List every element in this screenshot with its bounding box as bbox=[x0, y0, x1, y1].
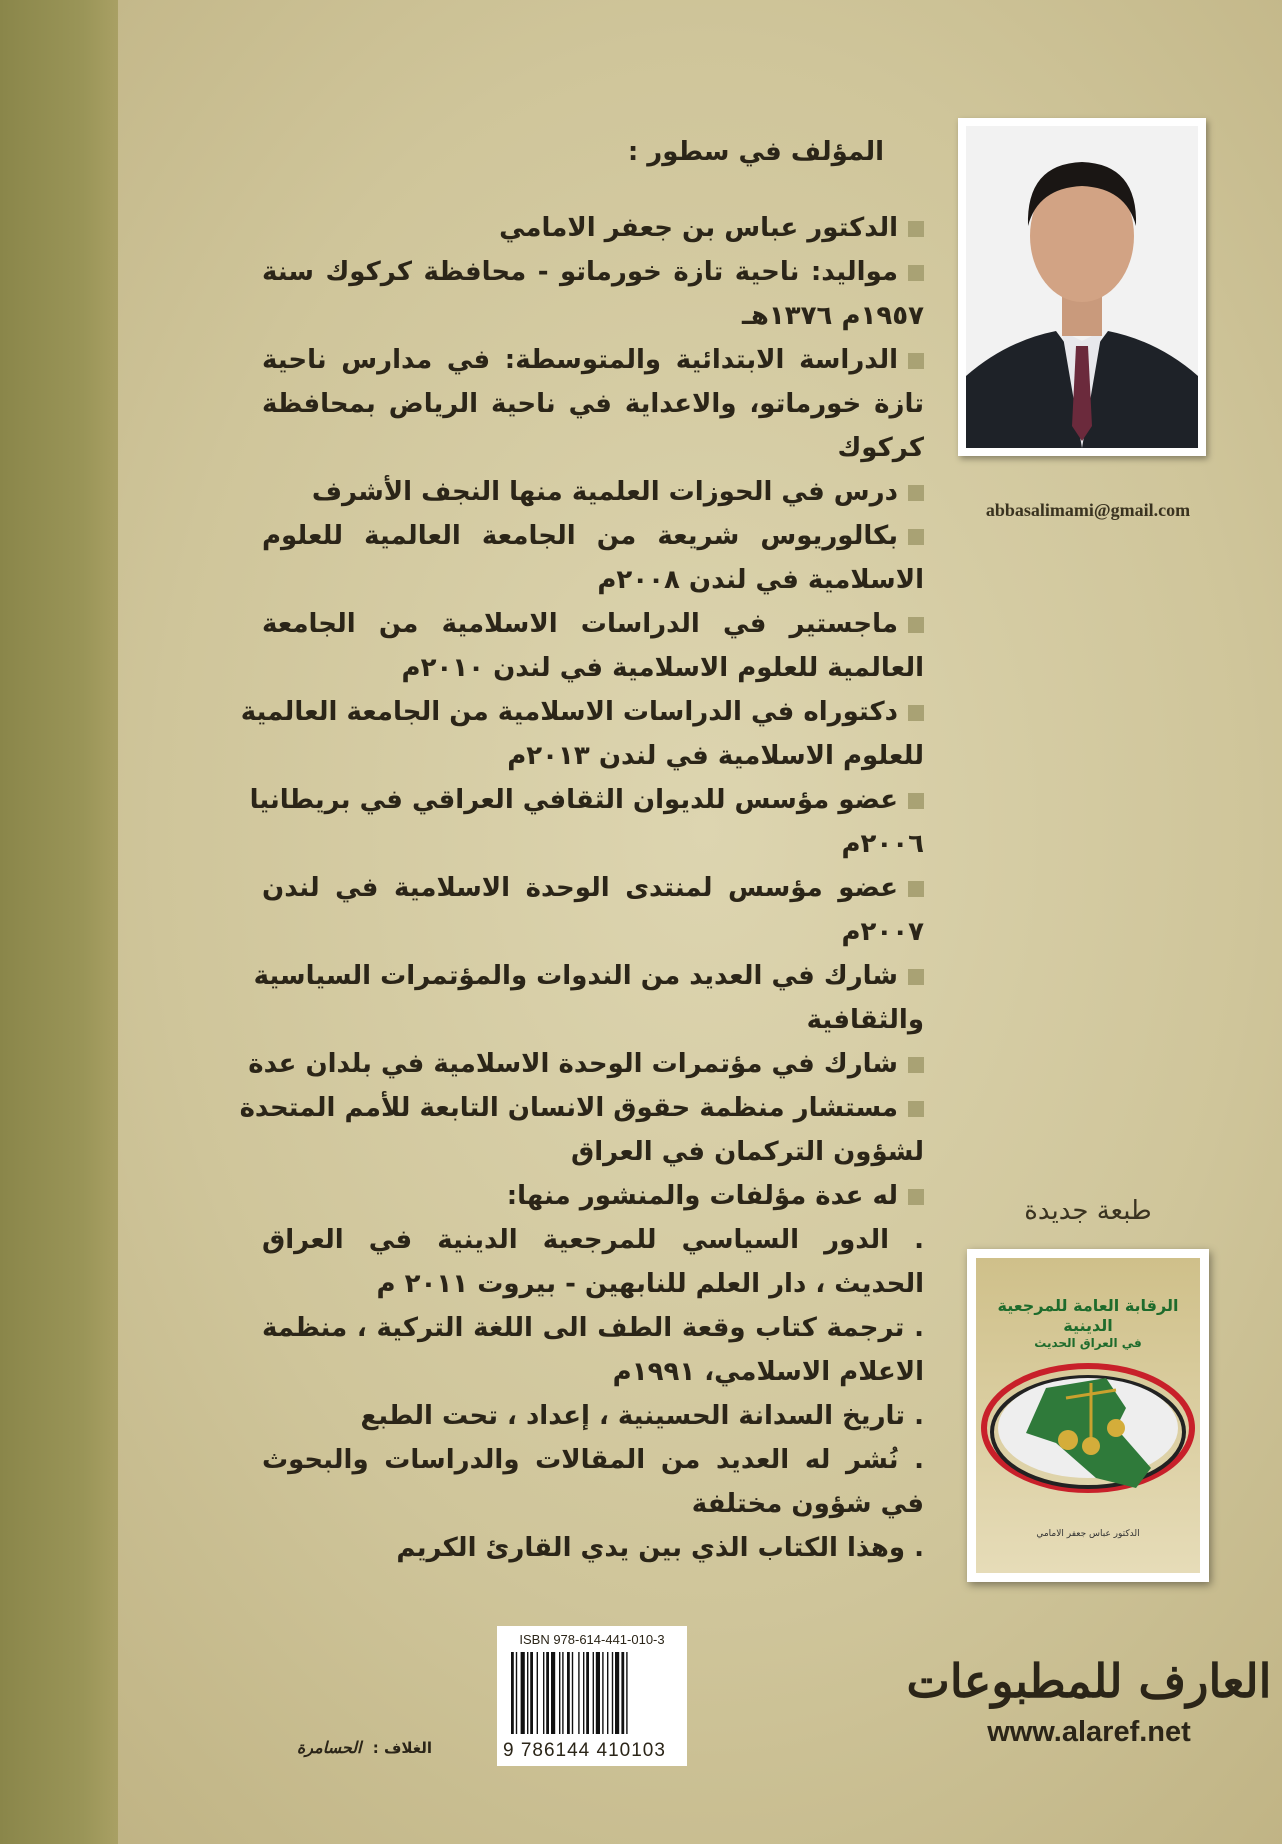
square-bullet-icon bbox=[908, 1057, 924, 1073]
square-bullet-icon bbox=[908, 705, 924, 721]
bio-line bbox=[262, 426, 924, 470]
square-bullet-icon bbox=[908, 617, 924, 633]
square-bullet-icon bbox=[908, 969, 924, 985]
book-thumbnail bbox=[967, 1249, 1209, 1582]
work-item bbox=[262, 1218, 924, 1306]
bio-line bbox=[262, 1306, 924, 1350]
bio-line bbox=[262, 822, 924, 866]
bio-item bbox=[262, 514, 924, 602]
barcode-bars-icon bbox=[497, 1652, 687, 1744]
bio-line bbox=[262, 514, 924, 558]
bio-line-text: ٢٠٠٦م bbox=[841, 829, 924, 859]
bio-line-text: شارك في العديد من الندوات والمؤتمرات السياسية bbox=[253, 961, 898, 991]
author-portrait-icon bbox=[966, 126, 1198, 448]
bio-line bbox=[262, 1130, 924, 1174]
author-bio bbox=[239, 130, 924, 1570]
bio-line bbox=[262, 602, 924, 646]
bio-line-text: تازة خورماتو، والاعداية في ناحية الرياض بمحافظة bbox=[262, 389, 924, 419]
bio-line-text: ١٩٥٧م ١٣٧٦هـ bbox=[742, 301, 924, 331]
bio-line-text: الاسلامية في لندن ٢٠٠٨م bbox=[597, 565, 924, 595]
bio-line bbox=[262, 998, 924, 1042]
bio-line bbox=[262, 1482, 924, 1526]
book-author: الدكتور عباس جعفر الامامي bbox=[1036, 1529, 1140, 1539]
barcode-bar bbox=[583, 1652, 584, 1734]
svg-text:العارف للمطبوعات: العارف للمطبوعات bbox=[906, 1654, 1272, 1708]
work-item bbox=[262, 1394, 924, 1438]
square-bullet-icon bbox=[908, 485, 924, 501]
isbn-barcode bbox=[497, 1626, 687, 1766]
bio-item bbox=[248, 1042, 924, 1086]
bio-line-text: ماجستير في الدراسات الاسلامية من الجامعة bbox=[262, 609, 898, 639]
bio-line bbox=[262, 382, 924, 426]
bio-line-text: شارك في مؤتمرات الوحدة الاسلامية في بلدان عدة bbox=[248, 1049, 898, 1079]
book-subtitle: في العراق الحديث bbox=[1034, 1336, 1142, 1350]
bio-line bbox=[262, 250, 924, 294]
bio-line-text: كركوك bbox=[837, 433, 924, 463]
bio-item bbox=[262, 866, 924, 954]
bio-line-text: مستشار منظمة حقوق الانسان التابعة للأمم المتحدة bbox=[239, 1093, 898, 1123]
square-bullet-icon bbox=[908, 265, 924, 281]
bio-line bbox=[262, 866, 924, 910]
bio-line-text: الحديث ، دار العلم للنابهين - بيروت ٢٠١١ م bbox=[376, 1269, 924, 1299]
barcode-bar bbox=[586, 1652, 589, 1734]
bio-line bbox=[262, 1218, 924, 1262]
bio-item bbox=[262, 470, 924, 514]
bio-line bbox=[262, 470, 924, 514]
barcode-digits: 9 786144 410103 bbox=[503, 1740, 666, 1761]
barcode-bar bbox=[615, 1652, 619, 1734]
barcode-bar bbox=[511, 1652, 514, 1734]
publisher-url[interactable]: www.alaref.net bbox=[987, 1716, 1191, 1748]
bio-line-text: الاعلام الاسلامي، ١٩٩١م bbox=[612, 1357, 924, 1387]
bio-item bbox=[262, 602, 924, 690]
barcode-bar bbox=[572, 1652, 573, 1734]
iraq-map-scales-icon bbox=[976, 1348, 1200, 1518]
barcode-bar bbox=[559, 1652, 560, 1734]
bio-line bbox=[262, 1262, 924, 1306]
bio-item bbox=[262, 206, 924, 250]
author-photo bbox=[958, 118, 1206, 456]
square-bullet-icon bbox=[908, 881, 924, 897]
barcode-bar bbox=[562, 1652, 563, 1734]
bio-line bbox=[240, 690, 924, 734]
work-item bbox=[262, 1526, 924, 1570]
square-bullet-icon bbox=[908, 529, 924, 545]
book-title: الرقابة العامة للمرجعية الدينية bbox=[997, 1296, 1179, 1335]
square-bullet-icon bbox=[908, 1101, 924, 1117]
bio-line-text: العالمية للعلوم الاسلامية في لندن ٢٠١٠م bbox=[401, 653, 924, 683]
bio-item bbox=[262, 338, 924, 470]
bio-line-text: . وهذا الكتاب الذي بين يدي القارئ الكريم bbox=[396, 1533, 924, 1563]
barcode-bar bbox=[537, 1652, 538, 1734]
barcode-bar bbox=[551, 1652, 555, 1734]
bio-line bbox=[262, 910, 924, 954]
barcode-bar bbox=[567, 1652, 570, 1734]
work-item bbox=[262, 1438, 924, 1526]
barcode-bar bbox=[530, 1652, 533, 1734]
bio-line-text: . نُشر له العديد من المقالات والدراسات والبحوث bbox=[262, 1445, 924, 1475]
bio-item bbox=[240, 690, 924, 778]
bio-line bbox=[262, 338, 924, 382]
bio-item bbox=[262, 1174, 924, 1218]
bio-line-text: درس في الحوزات العلمية منها النجف الأشرف bbox=[311, 477, 898, 507]
barcode-bar bbox=[612, 1652, 613, 1734]
author-email: abbasalimami@gmail.com bbox=[985, 500, 1191, 520]
bio-line bbox=[262, 1526, 924, 1570]
barcode-bar bbox=[543, 1652, 544, 1734]
square-bullet-icon bbox=[908, 353, 924, 369]
bio-item bbox=[239, 1086, 924, 1174]
square-bullet-icon bbox=[908, 793, 924, 809]
barcode-bar bbox=[546, 1652, 549, 1734]
bio-line-text: عضو مؤسس للديوان الثقافي العراقي في بريطانيا bbox=[249, 785, 898, 815]
square-bullet-icon bbox=[908, 221, 924, 237]
bio-line-text: عضو مؤسس لمنتدى الوحدة الاسلامية في لندن bbox=[262, 873, 898, 903]
bio-line bbox=[262, 646, 924, 690]
bio-line bbox=[262, 206, 924, 250]
bio-line-text: والثقافية bbox=[806, 1005, 924, 1035]
bio-line-text: . الدور السياسي للمرجعية الدينية في العراق bbox=[262, 1225, 924, 1255]
cover-credit bbox=[262, 1738, 432, 1757]
bio-line bbox=[239, 1086, 924, 1130]
bio-line-text: الدراسة الابتدائية والمتوسطة: في مدارس ناحية bbox=[262, 345, 898, 375]
barcode-bar bbox=[621, 1652, 624, 1734]
bio-line bbox=[262, 1174, 924, 1218]
barcode-bar bbox=[602, 1652, 603, 1734]
bio-line-text: بكالوريوس شريعة من الجامعة العالمية للعلوم bbox=[262, 521, 898, 551]
bio-line-text: . ترجمة كتاب وقعة الطف الى اللغة التركية ، منظمة bbox=[262, 1313, 924, 1343]
work-item bbox=[262, 1306, 924, 1394]
bio-line bbox=[262, 294, 924, 338]
bio-line-text: لشؤون التركمان في العراق bbox=[570, 1137, 924, 1167]
bio-line-text: دكتوراه في الدراسات الاسلامية من الجامعة العالمية bbox=[240, 697, 898, 727]
new-edition-label: طبعة جديدة bbox=[1024, 1196, 1152, 1226]
bio-line bbox=[248, 1042, 924, 1086]
spine-stripe bbox=[0, 0, 118, 1844]
barcode-bar bbox=[578, 1652, 579, 1734]
bio-line-text: للعلوم الاسلامية في لندن ٢٠١٣م bbox=[507, 741, 924, 771]
square-bullet-icon bbox=[908, 1189, 924, 1205]
bio-line bbox=[262, 1438, 924, 1482]
bio-item bbox=[262, 250, 924, 338]
bio-item bbox=[249, 778, 924, 866]
bio-line-text: في شؤون مختلفة bbox=[691, 1489, 924, 1519]
bio-heading: المؤلف في سطور : bbox=[627, 137, 884, 167]
barcode-bar bbox=[626, 1652, 627, 1734]
bio-item bbox=[253, 954, 924, 1042]
bio-line bbox=[249, 778, 924, 822]
bio-line bbox=[262, 734, 924, 778]
bio-line-text: مواليد: ناحية تازة خورماتو - محافظة كركوك سنة bbox=[262, 257, 898, 287]
bio-line-text: ٢٠٠٧م bbox=[841, 917, 924, 947]
isbn-text: ISBN 978-614-441-010-3 bbox=[519, 1632, 665, 1647]
bio-line bbox=[262, 1350, 924, 1394]
cover-designer-signature: الحسامرة bbox=[296, 1738, 362, 1757]
barcode-bar bbox=[596, 1652, 600, 1734]
barcode-bar bbox=[607, 1652, 608, 1734]
barcode-bar bbox=[527, 1652, 528, 1734]
bio-line-text: الدكتور عباس بن جعفر الامامي bbox=[499, 213, 898, 243]
bio-line bbox=[262, 558, 924, 602]
bio-line bbox=[262, 1394, 924, 1438]
bio-line bbox=[253, 954, 924, 998]
cover-credit-label: الغلاف : bbox=[372, 1739, 432, 1757]
barcode-bar bbox=[521, 1652, 525, 1734]
barcode-bar bbox=[516, 1652, 517, 1734]
publisher-logo bbox=[906, 1625, 1272, 1720]
bio-line-text: . تاريخ السدانة الحسينية ، إعداد ، تحت الطبع bbox=[360, 1401, 924, 1431]
barcode-bar bbox=[593, 1652, 594, 1734]
bio-line-text: له عدة مؤلفات والمنشور منها: bbox=[506, 1181, 898, 1211]
